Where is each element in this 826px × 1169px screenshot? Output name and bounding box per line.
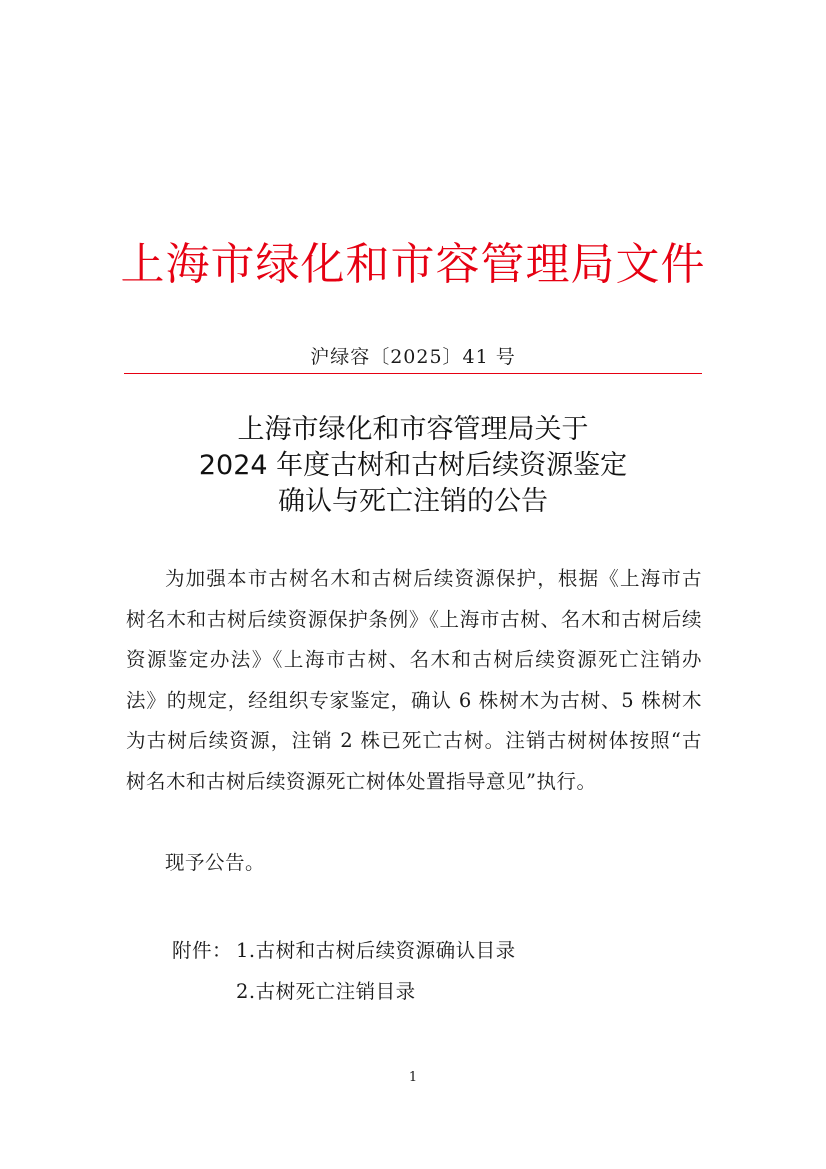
- attachments-label: 附件：: [172, 939, 233, 962]
- attachment-row: [172, 972, 712, 1013]
- attachments-section: [172, 931, 712, 1012]
- title-line-2: 2024 年度古树和古树后续资源鉴定: [198, 450, 628, 481]
- attachment-item-1: 1.古树和古树后续资源确认目录: [236, 939, 516, 962]
- document-number: 沪绿容〔2025〕41 号: [310, 346, 516, 368]
- document-title: [0, 412, 826, 520]
- title-line-1: 上海市绿化和市容管理局关于: [237, 414, 589, 445]
- attachment-item-2: 2.古树死亡注销目录: [236, 979, 416, 1003]
- title-line-3: 确认与死亡注销的公告: [278, 486, 548, 517]
- body-paragraph: 为加强本市古树名木和古树后续资源保护，根据《上海市古树名木和古树后续资源保护条例》《上海市古树、名木和古树后续资源鉴定办法》《上海市古树、名木和古树后续资源死亡注销办法》的规定，经组织专家鉴定，确认 6 株树木为古树、5 株树木为古树后续资源，注销 2 株已死亡古树。注销古树树体按照“古树名木和古树后续资源死亡树体处置指导意见”执行。: [126, 567, 702, 793]
- page-number: 1: [408, 1070, 418, 1085]
- attachment-row: [172, 931, 712, 972]
- red-divider: [124, 373, 702, 374]
- org-header-title: 上海市绿化和市容管理局文件: [120, 239, 706, 290]
- closing-line: 现予公告。: [165, 851, 266, 874]
